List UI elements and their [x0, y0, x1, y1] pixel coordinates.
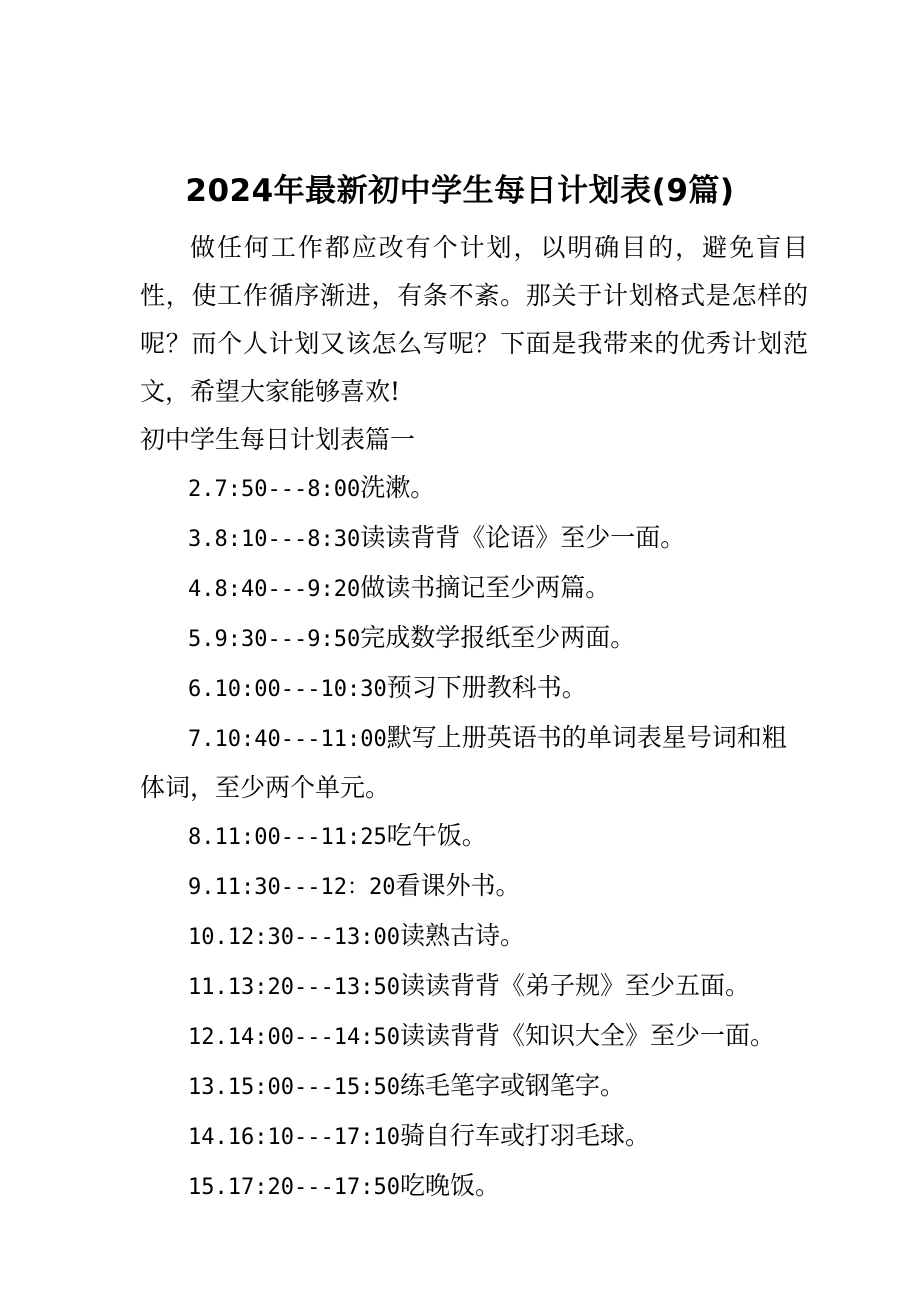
schedule-item-number: 12. [188, 1025, 228, 1050]
schedule-item-number: 7. [188, 727, 215, 752]
schedule-item-number: 15. [188, 1175, 228, 1200]
schedule-item-time: 8:10---8:30 [214, 527, 361, 552]
schedule-item-text: 看课外书。 [395, 871, 521, 900]
schedule-item-time: 17:20---17:50 [227, 1175, 400, 1200]
schedule-item [140, 614, 808, 664]
schedule-item-text: 吃午饭。 [386, 821, 487, 850]
schedule-item [140, 812, 808, 862]
schedule-item-text: 完成数学报纸至少两面。 [360, 623, 636, 652]
schedule-item-number: 11. [188, 975, 228, 1000]
schedule-item-time: 12:30---13:00 [227, 925, 400, 950]
schedule-item-text: 骑自行车或打羽毛球。 [399, 1121, 650, 1150]
schedule-item-time: 16:10---17:10 [227, 1125, 400, 1150]
schedule-item-time: 13:20---13:50 [227, 975, 400, 1000]
schedule-item-text: 读读背背《弟子规》至少五面。 [399, 971, 750, 1000]
section-heading: 初中学生每日计划表篇一 [140, 425, 416, 454]
schedule-item-number: 9. [188, 875, 215, 900]
schedule-item [140, 862, 808, 912]
schedule-item-number: 3. [188, 527, 215, 552]
schedule-item-time: 11:30---12：20 [214, 875, 396, 900]
schedule-item [140, 1012, 808, 1062]
schedule-item-text: 做读书摘记至少两篇。 [360, 573, 611, 602]
schedule-item-time: 15:00---15:50 [227, 1075, 400, 1100]
schedule-item-number: 10. [188, 925, 228, 950]
schedule-item-number: 4. [188, 577, 215, 602]
schedule-item [140, 912, 808, 962]
schedule-item-text: 读读背背《知识大全》至少一面。 [399, 1021, 775, 1050]
schedule-item [140, 564, 808, 614]
schedule-item-text: 读读背背《论语》至少一面。 [360, 523, 686, 552]
schedule-item-number: 8. [188, 825, 215, 850]
schedule-item-text: 默写上册英语书的单词表星号词和粗体词，至少两个单元。 [140, 723, 787, 802]
schedule-item-text: 吃晚饭。 [399, 1171, 500, 1200]
schedule-item-time: 10:40---11:00 [214, 727, 387, 752]
schedule-item-time: 7:50---8:00 [214, 477, 361, 502]
schedule-item-text: 洗漱。 [360, 473, 436, 502]
schedule-item-number: 5. [188, 627, 215, 652]
schedule-item [140, 664, 808, 714]
schedule-item [140, 962, 808, 1012]
schedule-item-time: 9:30---9:50 [214, 627, 361, 652]
schedule-item-text: 练毛笔字或钢笔字。 [399, 1071, 625, 1100]
schedule-item-text: 读熟古诗。 [399, 921, 525, 950]
schedule-item [140, 514, 808, 564]
schedule-item [140, 1062, 808, 1112]
schedule-item-time: 14:00---14:50 [227, 1025, 400, 1050]
schedule-item [140, 464, 808, 514]
schedule-item [140, 1112, 808, 1162]
schedule-item-text: 预习下册教科书。 [386, 673, 587, 702]
intro-paragraph: 做任何工作都应改有个计划，以明确目的，避免盲目性，使工作循序渐进，有条不紊。那关于计划格式是怎样的呢？而个人计划又该怎么写呢？下面是我带来的优秀计划范文，希望大家能够喜欢! [140, 233, 808, 406]
schedule-item-time: 11:00---11:25 [214, 825, 387, 850]
schedule-item-number: 13. [188, 1075, 228, 1100]
schedule-item [140, 1162, 808, 1212]
schedule-item-number: 6. [188, 677, 215, 702]
schedule-item-time: 10:00---10:30 [214, 677, 387, 702]
schedule-list [140, 464, 808, 1212]
schedule-item-number: 14. [188, 1125, 228, 1150]
schedule-item-number: 2. [188, 477, 215, 502]
schedule-item-time: 8:40---9:20 [214, 577, 361, 602]
schedule-item [140, 714, 808, 812]
page-title: 2024年最新初中学生每日计划表(9篇) [185, 172, 735, 209]
